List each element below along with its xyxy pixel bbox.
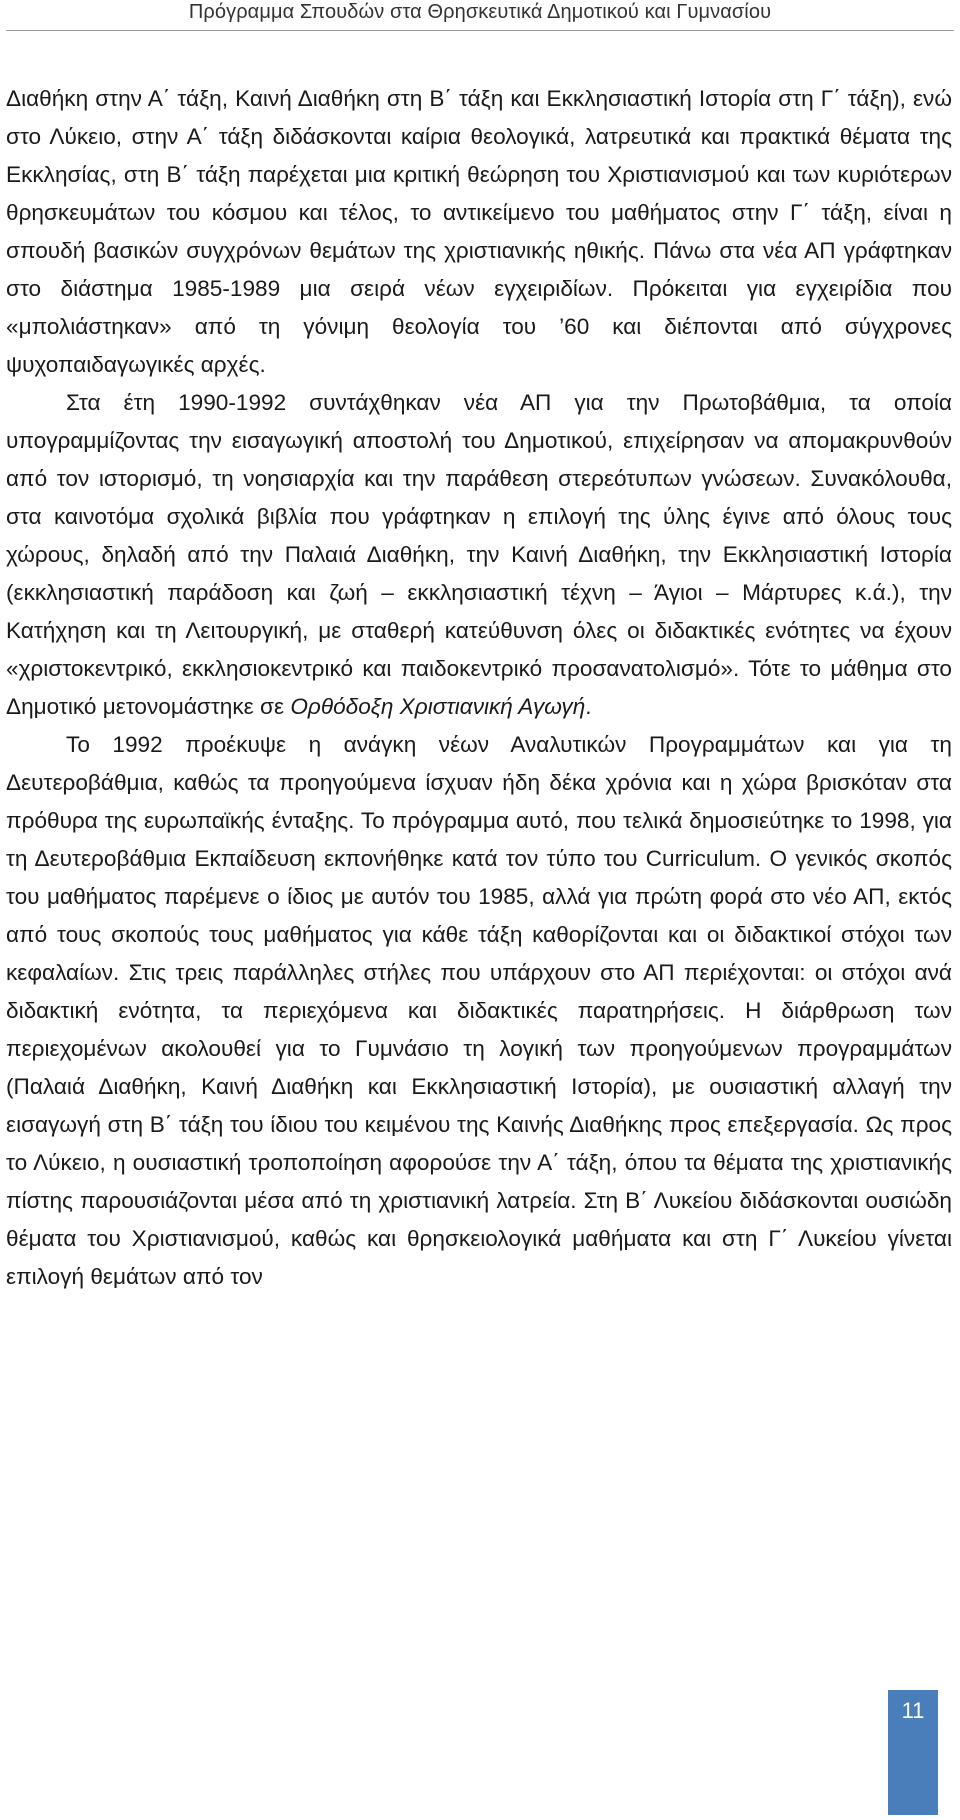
paragraph-continuation <box>6 80 952 384</box>
paragraph-2-tail: . <box>585 694 592 719</box>
paragraph-2-text: Στα έτη 1990-1992 συντάχθηκαν νέα ΑΠ για την Πρωτοβάθμια, τα οποία υπογραμμίζοντας την εισαγωγική αποστολή του Δημοτικού, επιχείρησαν να απομακρυνθούν από τον ιστορισμό, τη νοησιαρχία και την παράθεση στερεότυπων γνώσεων. Συνακόλουθα, στα καινοτόμα σχολικά βιβλία που γράφτηκαν η επιλογή της ύλης έγινε από όλους τους χώρους, δηλαδή από την Παλαιά Διαθήκη, την Καινή Διαθήκη, την Εκκλησιαστική Ιστορία (εκκλησιαστική παράδοση και ζωή – εκκλησιαστική τέχνη – Άγιοι – Μάρτυρες κ.ά.), την Κατήχηση και τη Λειτουργική, με σταθερή κατεύθυνση όλες οι διδακτικές ενότητες να έχουν «χριστοκεντρικό, εκκλησιοκεντρικό και παιδοκεντρικό προσανατολισμό». Τότε το μάθημα στο Δημοτικό μετονομάστηκε σε <box>6 390 952 719</box>
page-body <box>6 80 952 1296</box>
page-number: 11 <box>901 1698 925 1723</box>
header-divider <box>6 30 954 31</box>
paragraph-2-emphasis: Ορθόδοξη Χριστιανική Αγωγή <box>290 694 586 719</box>
page-number-badge <box>888 1690 938 1815</box>
running-header-title: Πρόγραμμα Σπουδών στα Θρησκευτικά Δημοτικού και Γυμνασίου <box>188 1 772 23</box>
running-header <box>0 0 960 30</box>
paragraph-1-text: Διαθήκη στην Α΄ τάξη, Καινή Διαθήκη στη Β΄ τάξη και Εκκλησιαστική Ιστορία στη Γ΄ τάξη), ενώ στο Λύκειο, στην Α΄ τάξη διδάσκονται καίρια θεολογικά, λατρευτικά και πρακτικά θέματα της Εκκλησίας, στη Β΄ τάξη παρέχεται μια κριτική θεώρηση του Χριστιανισμού και των κυριότερων θρησκευμάτων του κόσμου και τέλος, το αντικείμενο του μαθήματος στην Γ΄ τάξη, είναι η σπουδή βασικών συγχρόνων θεμάτων της χριστιανικής ηθικής. Πάνω στα νέα ΑΠ γράφτηκαν στο διάστημα 1985-1989 μια σειρά νέων εγχειριδίων. Πρόκειται για εγχειρίδια που «μπολιάστηκαν» από τη γόνιμη θεολογία του ’60 και διέπονται από σύγχρονες ψυχοπαιδαγωγικές αρχές. <box>6 86 952 377</box>
paragraph-3-text: Το 1992 προέκυψε η ανάγκη νέων Αναλυτικών Προγραμμάτων και για τη Δευτεροβάθμια, καθώς τα προηγούμενα ίσχυαν ήδη δέκα χρόνια και η χώρα βρισκόταν στα πρόθυρα της ευρωπαϊκής ένταξης. Το πρόγραμμα αυτό, που τελικά δημοσιεύτηκε το 1998, για τη Δευτεροβάθμια Εκπαίδευση εκπονήθηκε κατά τον τύπο του Curriculum. Ο γενικός σκοπός του μαθήματος παρέμενε ο ίδιος με αυτόν του 1985, αλλά για πρώτη φορά στο νέο ΑΠ, εκτός από τους σκοπούς τους μαθήματος για κάθε τάξη καθορίζονται και οι διδακτικοί στόχοι των κεφαλαίων. Στις τρεις παράλληλες στήλες που υπάρχουν στο ΑΠ περιέχονται: οι στόχοι ανά διδακτική ενότητα, τα περιεχόμενα και διδακτικές παρατηρήσεις. Η διάρθρωση των περιεχομένων ακολουθεί για το Γυμνάσιο τη λογική των προηγούμενων προγραμμάτων (Παλαιά Διαθήκη, Καινή Διαθήκη και Εκκλησιαστική Ιστορία), με ουσιαστική αλλαγή την εισαγωγή στη Β΄ τάξη του ίδιου του κειμένου της Καινής Διαθήκης προς επεξεργασία. Ως προς το Λύκειο, η ουσιαστική τροποποίηση αφορούσε την Α΄ τάξη, όπου τα θέματα της χριστιανικής πίστης παρουσιάζονται μέσα από τη χριστιανική λατρεία. Στη Β΄ Λυκείου διδάσκονται ουσιώδη θέματα του Χριστιανισμού, καθώς και θρησκειολογικά μαθήματα και στη Γ΄ Λυκείου γίνεται επιλογή θεμάτων από τον <box>6 732 952 1289</box>
paragraph-1990-1992 <box>6 384 952 726</box>
paragraph-1992 <box>6 726 952 1296</box>
